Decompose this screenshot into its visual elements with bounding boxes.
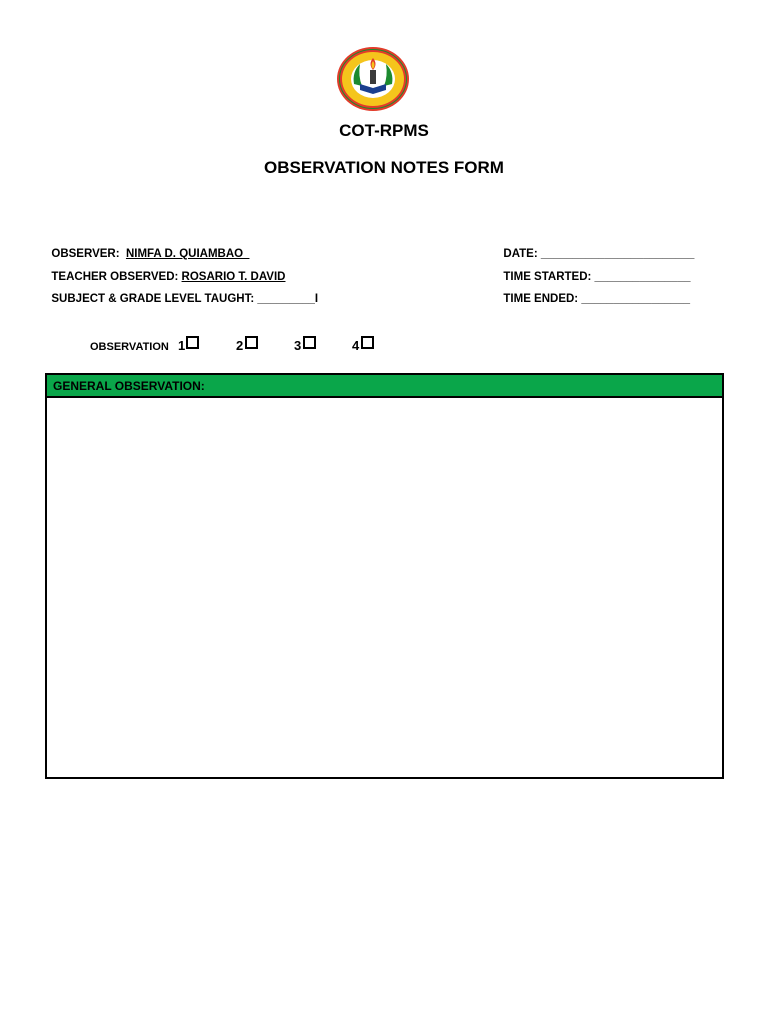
time-ended-value[interactable]: _________________ [581, 293, 691, 305]
observation-option-1-label: 1 [178, 338, 186, 353]
subject-value[interactable]: _________I [257, 293, 319, 305]
teacher-label: TEACHER OBSERVED: [51, 271, 179, 283]
general-observation-notes-area[interactable] [47, 398, 722, 777]
date-value[interactable]: ________________________ [540, 248, 695, 260]
observation-option-2-label: 2 [236, 338, 244, 353]
time-started-label: TIME STARTED: [503, 271, 592, 283]
date-field [497, 236, 694, 260]
observation-checkbox-4[interactable] [361, 336, 374, 349]
observation-label: OBSERVATION [90, 341, 169, 353]
teacher-value[interactable]: ROSARIO T. DAVID [181, 271, 286, 283]
observer-value[interactable]: NIMFA D. QUIAMBAO [125, 248, 250, 260]
general-observation-header [47, 375, 722, 398]
general-observation-title: GENERAL OBSERVATION: [53, 379, 205, 393]
page-subtitle: OBSERVATION NOTES FORM [264, 158, 504, 177]
time-ended-label: TIME ENDED: [503, 293, 579, 305]
date-label: DATE: [503, 248, 538, 260]
time-started-value[interactable]: _______________ [594, 271, 691, 283]
observer-label: OBSERVER: [51, 248, 120, 260]
subject-label: SUBJECT & GRADE LEVEL TAUGHT: [51, 293, 255, 305]
school-logo [336, 46, 410, 112]
general-observation-panel [45, 373, 724, 779]
observation-checkbox-2[interactable] [245, 336, 258, 349]
time-ended-field [497, 281, 690, 305]
observation-option-4-label: 4 [352, 338, 360, 353]
observation-option-3-label: 3 [294, 338, 302, 353]
time-started-field [497, 259, 690, 283]
teacher-field [45, 259, 285, 283]
subject-field [45, 281, 318, 305]
observer-field [45, 236, 249, 260]
observation-checkbox-3[interactable] [303, 336, 316, 349]
page-title: COT-RPMS [339, 121, 429, 140]
observation-checkbox-1[interactable] [186, 336, 199, 349]
